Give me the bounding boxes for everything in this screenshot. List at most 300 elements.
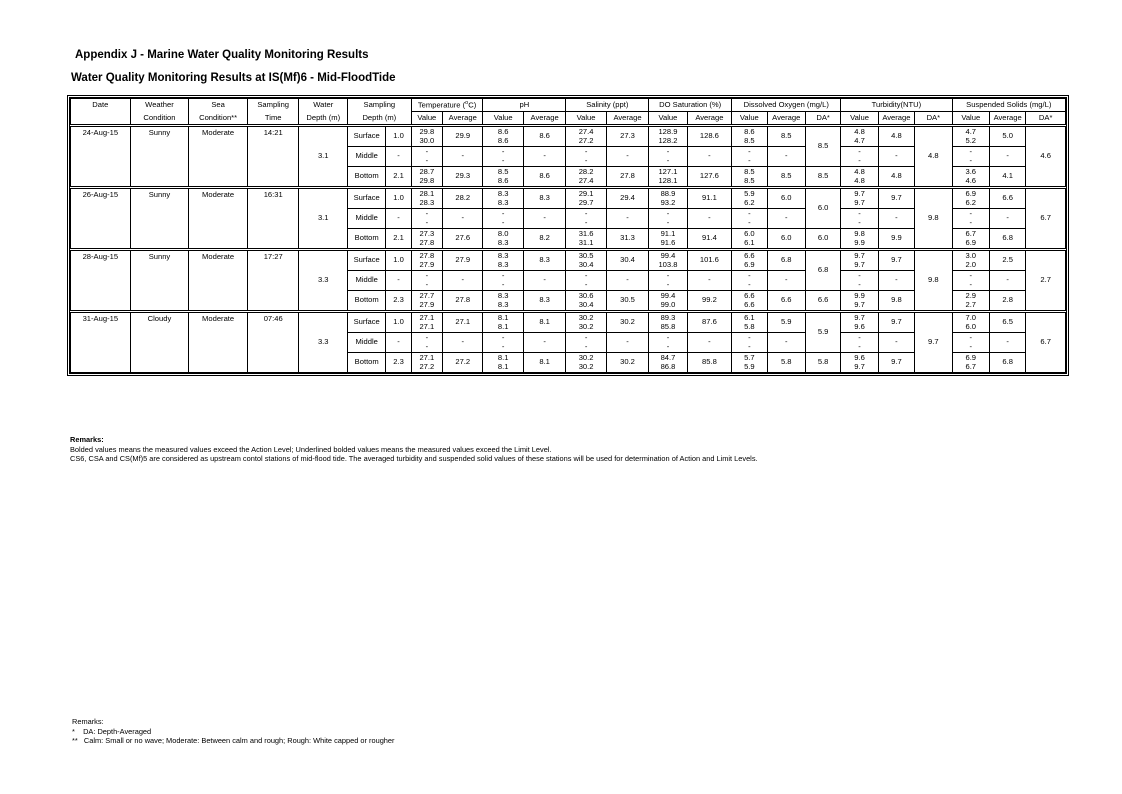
dissolved-oxygen-value-pair (732, 250, 767, 271)
suspended-solids-value: 6.9 (965, 353, 977, 362)
turbidity-value: 9.6 (854, 321, 865, 331)
salinity-value: 28.2 (578, 167, 594, 176)
do-saturation-value: 127.1 (658, 167, 678, 176)
suspended-solids-value: 5.2 (965, 135, 977, 145)
do-saturation-value: 91.6 (660, 237, 676, 247)
suspended-solids-average: 6.8 (989, 353, 1025, 373)
weather-cell: Sunny (130, 188, 189, 250)
layer-name-cell: Surface (348, 312, 386, 333)
suspended-solids-average: 6.8 (989, 229, 1025, 250)
turbidity-value: 4.8 (854, 175, 865, 185)
turbidity-value: 4.7 (854, 135, 865, 145)
temperature-value-pair (411, 271, 442, 291)
ph-average: 8.3 (523, 188, 565, 209)
header-average: Average (687, 112, 732, 126)
header-sampling-sub: Depth (m) (348, 112, 412, 126)
header-da: DA* (915, 112, 952, 126)
temperature-value: 29.8 (419, 175, 435, 185)
salinity-value-pair (566, 250, 606, 271)
suspended-solids-average: - (989, 333, 1025, 353)
table-title: Water Quality Monitoring Results at IS(Mf)6 - Mid-FloodTide (71, 72, 396, 84)
salinity-value: - (584, 217, 588, 227)
temperature-value: - (425, 217, 429, 227)
suspended-solids-value: - (969, 341, 973, 351)
do-saturation-value-pair (649, 229, 687, 250)
turbidity-value-pair (841, 250, 878, 271)
do-saturation-value: 84.7 (660, 353, 676, 362)
temperature-value: 27.9 (419, 259, 435, 269)
ph-value: 8.1 (497, 321, 509, 331)
ph-value-pair (483, 147, 523, 167)
dissolved-oxygen-value: 5.8 (744, 321, 755, 331)
temperature-average: 27.9 (443, 250, 483, 271)
ph-value: - (501, 147, 505, 156)
header-time-sub: Time (247, 112, 299, 126)
dissolved-oxygen-average: - (767, 209, 805, 229)
temperature-average: - (443, 209, 483, 229)
suspended-solids-value-pair (952, 229, 989, 250)
do-saturation-value-pair (649, 312, 687, 333)
turbidity-average: 9.7 (878, 312, 914, 333)
do-saturation-value: 91.1 (660, 229, 676, 238)
dissolved-oxygen-average: 8.5 (767, 167, 805, 188)
header-weather: Weather (130, 99, 189, 112)
suspended-solids-value: 6.7 (965, 361, 977, 371)
salinity-average: 29.4 (606, 188, 648, 209)
salinity-value: 29.7 (578, 197, 594, 207)
ph-value: 8.3 (497, 251, 509, 260)
layer-name-cell: Surface (348, 188, 386, 209)
dissolved-oxygen-value: 6.1 (744, 313, 755, 322)
suspended-solids-value-pair (952, 333, 989, 353)
ph-average: - (523, 333, 565, 353)
table-row (71, 250, 1066, 271)
dissolved-oxygen-value: - (748, 279, 751, 289)
turbidity-da: 4.8 (915, 126, 952, 188)
suspended-solids-value-pair (952, 209, 989, 229)
ph-value: - (501, 271, 505, 280)
salinity-value: 30.4 (578, 259, 594, 269)
ph-value: - (501, 279, 505, 289)
sea-condition-cell: Moderate (189, 312, 248, 373)
do-saturation-average: 87.6 (687, 312, 732, 333)
suspended-solids-da: 2.7 (1026, 250, 1066, 312)
temperature-value: 28.1 (419, 189, 435, 198)
dissolved-oxygen-average: 5.8 (767, 353, 805, 373)
do-saturation-value: - (666, 147, 670, 156)
table-row (71, 188, 1066, 209)
sampling-depth-cell: - (386, 333, 411, 353)
do-saturation-average: 91.4 (687, 229, 732, 250)
temperature-average: 29.9 (443, 126, 483, 147)
header-salinity: Salinity (ppt) (566, 99, 649, 112)
header-do-saturation: DO Saturation (%) (649, 99, 732, 112)
layer-name-cell: Middle (348, 147, 386, 167)
turbidity-value: - (858, 341, 861, 351)
temperature-value: 27.3 (419, 229, 435, 238)
temperature-value: 27.9 (419, 299, 435, 309)
salinity-value: - (584, 155, 588, 165)
ph-value-pair (483, 188, 523, 209)
dissolved-oxygen-average: 6.0 (767, 229, 805, 250)
ph-value: 8.6 (497, 127, 509, 136)
salinity-value: 27.4 (578, 175, 594, 185)
suspended-solids-average: 2.5 (989, 250, 1025, 271)
temperature-value-pair (411, 167, 442, 188)
header-da: DA* (805, 112, 840, 126)
ph-average: - (523, 209, 565, 229)
header-value: Value (732, 112, 767, 126)
layer-name-cell: Bottom (348, 229, 386, 250)
suspended-solids-value: 2.9 (965, 291, 977, 300)
salinity-value-pair (566, 353, 606, 373)
salinity-value: 30.6 (578, 291, 594, 300)
suspended-solids-value: - (969, 209, 973, 218)
header-temperature: Temperature ($^o$C) (411, 99, 483, 112)
layer-name-cell: Bottom (348, 291, 386, 312)
salinity-average: 27.8 (606, 167, 648, 188)
temperature-value-pair (411, 147, 442, 167)
suspended-solids-value: - (969, 217, 973, 227)
turbidity-value-pair (841, 188, 878, 209)
dissolved-oxygen-value: 6.6 (744, 299, 755, 309)
temperature-value: 28.7 (419, 167, 435, 176)
temperature-value: - (425, 209, 429, 218)
do-saturation-average: 91.1 (687, 188, 732, 209)
do-saturation-average: 127.6 (687, 167, 732, 188)
ph-value: 8.3 (497, 259, 509, 269)
do-saturation-value: 99.4 (660, 291, 676, 300)
ph-average: - (523, 271, 565, 291)
suspended-solids-value: 6.9 (965, 189, 977, 198)
turbidity-value-pair (841, 312, 878, 333)
dissolved-oxygen-value: 5.9 (744, 361, 755, 371)
dissolved-oxygen-value-pair (732, 333, 767, 353)
date-cell: 24-Aug-15 (71, 126, 131, 188)
salinity-value: 30.2 (578, 313, 594, 322)
temperature-average: 28.2 (443, 188, 483, 209)
temperature-value-pair (411, 229, 442, 250)
ph-value: 8.3 (497, 189, 509, 198)
dissolved-oxygen-value-pair (732, 147, 767, 167)
do-saturation-average: 101.6 (687, 250, 732, 271)
turbidity-value-pair (841, 167, 878, 188)
dissolved-oxygen-value-pair (732, 312, 767, 333)
temperature-average: 27.6 (443, 229, 483, 250)
do-saturation-value-pair (649, 147, 687, 167)
ph-value-pair (483, 209, 523, 229)
salinity-average: 30.5 (606, 291, 648, 312)
suspended-solids-value: 6.7 (965, 229, 977, 238)
water-depth-cell: 3.1 (299, 126, 348, 188)
suspended-solids-value-pair (952, 147, 989, 167)
do-saturation-value: 128.1 (658, 175, 678, 185)
ph-value-pair (483, 333, 523, 353)
turbidity-value: 9.7 (854, 189, 865, 198)
remarks-heading: Remarks: (70, 435, 104, 444)
dissolved-oxygen-value-pair (732, 188, 767, 209)
dissolved-oxygen-value-pair (732, 126, 767, 147)
ph-average: 8.3 (523, 291, 565, 312)
salinity-value: - (584, 279, 588, 289)
turbidity-average: - (878, 209, 914, 229)
dissolved-oxygen-average: - (767, 271, 805, 291)
header-value: Value (952, 112, 989, 126)
sampling-depth-cell: - (386, 271, 411, 291)
salinity-value-pair (566, 126, 606, 147)
temperature-value: 27.1 (419, 353, 435, 362)
dissolved-oxygen-value: 8.6 (744, 127, 755, 136)
turbidity-value: - (858, 333, 861, 342)
suspended-solids-value: 2.7 (965, 299, 977, 309)
suspended-solids-da: 6.7 (1026, 312, 1066, 373)
ph-value-pair (483, 353, 523, 373)
temperature-value-pair (411, 188, 442, 209)
ph-value: 8.3 (497, 197, 509, 207)
suspended-solids-da: 4.6 (1026, 126, 1066, 188)
ph-value-pair (483, 126, 523, 147)
do-saturation-value: - (666, 279, 670, 289)
ph-average: 8.6 (523, 126, 565, 147)
do-saturation-value: 86.8 (660, 361, 676, 371)
header-row-2 (71, 112, 1066, 126)
temperature-value: 30.0 (419, 135, 435, 145)
turbidity-value-pair (841, 126, 878, 147)
dissolved-oxygen-value-pair (732, 209, 767, 229)
table-row (71, 312, 1066, 333)
layer-name-cell: Middle (348, 271, 386, 291)
ph-value: 8.1 (497, 353, 509, 362)
dissolved-oxygen-average: - (767, 333, 805, 353)
temperature-value-pair (411, 291, 442, 312)
suspended-solids-value-pair (952, 167, 989, 188)
turbidity-value-pair (841, 229, 878, 250)
salinity-average: 30.4 (606, 250, 648, 271)
turbidity-value-pair (841, 271, 878, 291)
turbidity-average: 9.7 (878, 353, 914, 373)
dissolved-oxygen-value: 6.1 (744, 237, 755, 247)
header-date: Date (71, 99, 131, 112)
weather-cell: Cloudy (130, 312, 189, 373)
suspended-solids-value: 2.0 (965, 259, 977, 269)
dissolved-oxygen-average: 6.0 (767, 188, 805, 209)
suspended-solids-value: 4.7 (965, 127, 977, 136)
dissolved-oxygen-value: 6.6 (744, 291, 755, 300)
header-ph: pH (483, 99, 566, 112)
do-saturation-average: - (687, 209, 732, 229)
footnotes-block (72, 717, 394, 746)
header-average: Average (989, 112, 1025, 126)
ph-value: - (501, 217, 505, 227)
sampling-depth-cell: 1.0 (386, 126, 411, 147)
salinity-average: 27.3 (606, 126, 648, 147)
sampling-depth-cell: 1.0 (386, 250, 411, 271)
dissolved-oxygen-value: - (748, 217, 751, 227)
ph-value: 8.3 (497, 291, 509, 300)
turbidity-value: 9.7 (854, 259, 865, 269)
sampling-time-cell: 16:31 (247, 188, 299, 250)
salinity-value-pair (566, 333, 606, 353)
do-saturation-value-pair (649, 353, 687, 373)
temperature-average: 29.3 (443, 167, 483, 188)
header-row-1 (71, 99, 1066, 112)
sampling-depth-cell: 2.3 (386, 291, 411, 312)
sampling-time-cell: 14:21 (247, 126, 299, 188)
header-turbidity: Turbidity(NTU) (841, 99, 952, 112)
turbidity-average: 9.8 (878, 291, 914, 312)
suspended-solids-value: - (969, 271, 973, 280)
ph-average: 8.6 (523, 167, 565, 188)
salinity-value-pair (566, 271, 606, 291)
temperature-average: 27.8 (443, 291, 483, 312)
ph-value-pair (483, 250, 523, 271)
dissolved-oxygen-da-bottom: 6.6 (805, 291, 840, 312)
layer-name-cell: Surface (348, 250, 386, 271)
turbidity-value-pair (841, 353, 878, 373)
salinity-value-pair (566, 147, 606, 167)
ph-average: 8.1 (523, 312, 565, 333)
suspended-solids-value: 7.0 (965, 313, 977, 322)
ph-value-pair (483, 291, 523, 312)
sea-condition-cell: Moderate (189, 250, 248, 312)
do-saturation-value: 128.9 (658, 127, 678, 136)
dissolved-oxygen-value: - (748, 341, 751, 351)
header-average: Average (767, 112, 805, 126)
suspended-solids-average: 4.1 (989, 167, 1025, 188)
salinity-average: - (606, 209, 648, 229)
dissolved-oxygen-value-pair (732, 271, 767, 291)
salinity-average: - (606, 333, 648, 353)
suspended-solids-average: 6.5 (989, 312, 1025, 333)
salinity-value: - (584, 147, 588, 156)
temperature-value: 27.1 (419, 321, 435, 331)
header-average: Average (878, 112, 914, 126)
salinity-average: - (606, 147, 648, 167)
salinity-value: - (584, 209, 588, 218)
do-saturation-average: 99.2 (687, 291, 732, 312)
turbidity-average: 9.7 (878, 188, 914, 209)
do-saturation-value-pair (649, 126, 687, 147)
header-sampling-time: Sampling (247, 99, 299, 112)
temperature-value: 29.8 (419, 127, 435, 136)
layer-name-cell: Surface (348, 126, 386, 147)
temperature-value: 27.7 (419, 291, 435, 300)
dissolved-oxygen-value-pair (732, 291, 767, 312)
turbidity-value-pair (841, 147, 878, 167)
sea-condition-cell: Moderate (189, 126, 248, 188)
turbidity-value: 9.7 (854, 251, 865, 260)
do-saturation-value: 99.0 (660, 299, 676, 309)
suspended-solids-value: 6.2 (965, 197, 977, 207)
do-saturation-value: 89.3 (660, 313, 676, 322)
header-suspended-solids: Suspended Solids (mg/L) (952, 99, 1065, 112)
temperature-value: 28.3 (419, 197, 435, 207)
header-water-sub: Depth (m) (299, 112, 348, 126)
remarks-line: Bolded values means the measured values exceed the Action Level; Underlined bolded values means the measured values exceed the Limit Level. (70, 444, 552, 454)
dissolved-oxygen-da: 6.0 (805, 188, 840, 229)
header-average: Average (443, 112, 483, 126)
dissolved-oxygen-average: 6.6 (767, 291, 805, 312)
appendix-title: Appendix J - Marine Water Quality Monitoring Results (75, 49, 369, 61)
remarks-block (70, 435, 758, 464)
suspended-solids-value: 3.0 (965, 251, 977, 260)
dissolved-oxygen-value-pair (732, 167, 767, 188)
sampling-depth-cell: 1.0 (386, 188, 411, 209)
dissolved-oxygen-value: 8.5 (744, 175, 755, 185)
temperature-value-pair (411, 209, 442, 229)
layer-name-cell: Middle (348, 209, 386, 229)
salinity-value: 30.2 (578, 361, 594, 371)
dissolved-oxygen-average: - (767, 147, 805, 167)
ph-average: - (523, 147, 565, 167)
salinity-average: 30.2 (606, 312, 648, 333)
ph-value: 8.0 (497, 229, 509, 238)
dissolved-oxygen-value-pair (732, 229, 767, 250)
dissolved-oxygen-average: 5.9 (767, 312, 805, 333)
turbidity-value-pair (841, 333, 878, 353)
results-body (71, 126, 1066, 373)
temperature-value: 27.8 (419, 237, 435, 247)
turbidity-value: - (858, 217, 861, 227)
temperature-value-pair (411, 250, 442, 271)
header-value: Value (411, 112, 442, 126)
ph-value-pair (483, 167, 523, 188)
sampling-time-cell: 17:27 (247, 250, 299, 312)
header-value: Value (566, 112, 606, 126)
turbidity-value: 9.7 (854, 361, 865, 371)
results-table (70, 98, 1066, 373)
suspended-solids-average: - (989, 147, 1025, 167)
ph-value: 8.3 (497, 299, 509, 309)
suspended-solids-value: - (969, 333, 973, 342)
dissolved-oxygen-da-bottom: 5.8 (805, 353, 840, 373)
salinity-value-pair (566, 209, 606, 229)
turbidity-average: - (878, 271, 914, 291)
suspended-solids-value: 6.9 (965, 237, 977, 247)
header-value: Value (841, 112, 878, 126)
header-average: Average (606, 112, 648, 126)
salinity-value: - (584, 333, 588, 342)
footnote-line: * DA: Depth-Averaged (72, 726, 152, 736)
temperature-value: - (425, 147, 429, 156)
do-saturation-value-pair (649, 250, 687, 271)
suspended-solids-value: 3.6 (965, 167, 977, 176)
salinity-value: 30.2 (578, 321, 594, 331)
salinity-average: 30.2 (606, 353, 648, 373)
do-saturation-value-pair (649, 333, 687, 353)
results-table-frame (67, 95, 1069, 376)
suspended-solids-value-pair (952, 271, 989, 291)
temperature-average: - (443, 333, 483, 353)
weather-cell: Sunny (130, 250, 189, 312)
suspended-solids-average: 5.0 (989, 126, 1025, 147)
salinity-average: - (606, 271, 648, 291)
do-saturation-value: - (666, 155, 670, 165)
suspended-solids-value: - (969, 155, 973, 165)
ph-value: 8.6 (497, 175, 509, 185)
turbidity-value: - (858, 271, 861, 280)
suspended-solids-average: - (989, 209, 1025, 229)
turbidity-value: 9.7 (854, 299, 865, 309)
salinity-value: 27.2 (578, 135, 594, 145)
do-saturation-value: 99.4 (660, 251, 676, 260)
ph-value-pair (483, 312, 523, 333)
ph-value: 8.1 (497, 313, 509, 322)
dissolved-oxygen-value: 5.9 (744, 189, 755, 198)
dissolved-oxygen-value: - (748, 271, 751, 280)
ph-value: 8.5 (497, 167, 509, 176)
table-row (71, 126, 1066, 147)
